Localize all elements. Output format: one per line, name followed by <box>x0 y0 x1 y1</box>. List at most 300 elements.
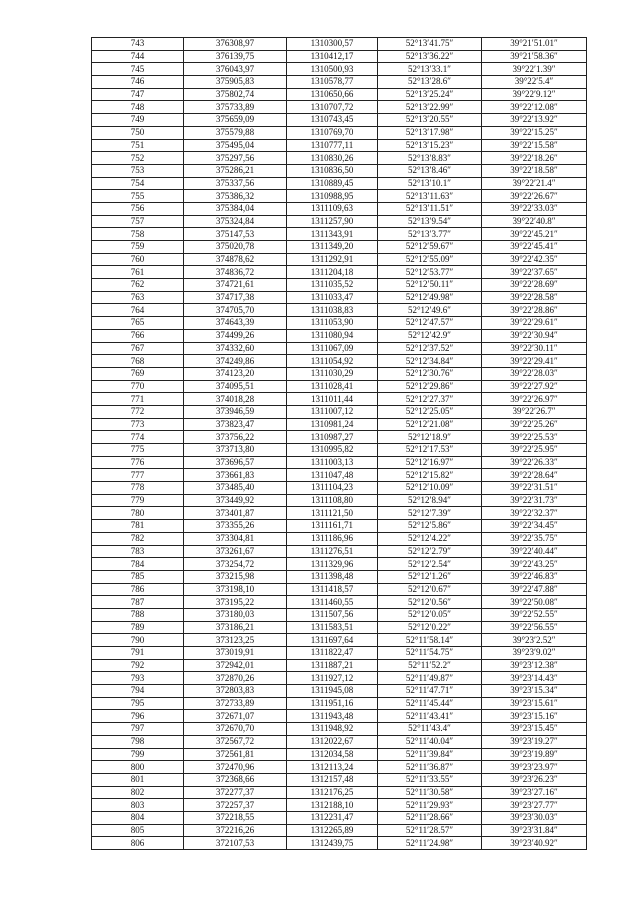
y-coordinate-cell: 1310987,27 <box>287 431 378 444</box>
y-coordinate-cell: 1311033,47 <box>287 291 378 304</box>
y-coordinate-cell: 1311028,41 <box>287 380 378 393</box>
latitude-cell: 52°12′21.08″ <box>378 418 482 431</box>
point-number-cell: 805 <box>92 824 184 837</box>
latitude-cell: 52°13′22.99″ <box>378 101 482 114</box>
coordinates-table-body <box>92 38 587 850</box>
x-coordinate-cell: 376308,97 <box>184 38 287 51</box>
latitude-cell: 52°13′20.55″ <box>378 114 482 127</box>
latitude-cell: 52°13′17.98″ <box>378 126 482 139</box>
table-row <box>92 393 587 406</box>
latitude-cell: 52°11′49.87″ <box>378 672 482 685</box>
point-number-cell: 796 <box>92 710 184 723</box>
latitude-cell: 52°12′50.11″ <box>378 279 482 292</box>
latitude-cell: 52°13′10.1″ <box>378 177 482 190</box>
x-coordinate-cell: 376043,97 <box>184 63 287 76</box>
y-coordinate-cell: 1310981,24 <box>287 418 378 431</box>
y-coordinate-cell: 1311080,94 <box>287 329 378 342</box>
x-coordinate-cell: 375733,89 <box>184 101 287 114</box>
x-coordinate-cell: 375386,32 <box>184 190 287 203</box>
longitude-cell: 39°22′26.33″ <box>482 456 587 469</box>
y-coordinate-cell: 1311927,12 <box>287 672 378 685</box>
point-number-cell: 799 <box>92 748 184 761</box>
x-coordinate-cell: 375147,53 <box>184 228 287 241</box>
point-number-cell: 782 <box>92 532 184 545</box>
table-row <box>92 634 587 647</box>
point-number-cell: 766 <box>92 329 184 342</box>
y-coordinate-cell: 1311276,51 <box>287 545 378 558</box>
point-number-cell: 756 <box>92 202 184 215</box>
table-row <box>92 405 587 418</box>
latitude-cell: 52°11′24.98″ <box>378 837 482 850</box>
point-number-cell: 787 <box>92 596 184 609</box>
point-number-cell: 752 <box>92 152 184 165</box>
y-coordinate-cell: 1310650,66 <box>287 88 378 101</box>
x-coordinate-cell: 374332,60 <box>184 342 287 355</box>
x-coordinate-cell: 375297,56 <box>184 152 287 165</box>
longitude-cell: 39°22′45.21″ <box>482 228 587 241</box>
table-row <box>92 215 587 228</box>
point-number-cell: 767 <box>92 342 184 355</box>
point-number-cell: 759 <box>92 241 184 254</box>
x-coordinate-cell: 372870,26 <box>184 672 287 685</box>
y-coordinate-cell: 1311943,48 <box>287 710 378 723</box>
y-coordinate-cell: 1311822,47 <box>287 647 378 660</box>
table-row <box>92 431 587 444</box>
latitude-cell: 52°13′15.23″ <box>378 139 482 152</box>
longitude-cell: 39°22′15.58″ <box>482 139 587 152</box>
point-number-cell: 753 <box>92 164 184 177</box>
longitude-cell: 39°22′28.58″ <box>482 291 587 304</box>
latitude-cell: 52°12′0.05″ <box>378 608 482 621</box>
latitude-cell: 52°12′55.09″ <box>378 253 482 266</box>
table-row <box>92 177 587 190</box>
x-coordinate-cell: 373180,03 <box>184 608 287 621</box>
longitude-cell: 39°23′40.92″ <box>482 837 587 850</box>
table-row <box>92 469 587 482</box>
point-number-cell: 748 <box>92 101 184 114</box>
y-coordinate-cell: 1311204,18 <box>287 266 378 279</box>
latitude-cell: 52°11′30.58″ <box>378 786 482 799</box>
x-coordinate-cell: 376139,75 <box>184 50 287 63</box>
table-row <box>92 824 587 837</box>
table-row <box>92 228 587 241</box>
latitude-cell: 52°11′54.75″ <box>378 647 482 660</box>
longitude-cell: 39°22′35.75″ <box>482 532 587 545</box>
latitude-cell: 52°13′25.24″ <box>378 88 482 101</box>
point-number-cell: 790 <box>92 634 184 647</box>
y-coordinate-cell: 1310300,57 <box>287 38 378 51</box>
latitude-cell: 52°12′18.9″ <box>378 431 482 444</box>
latitude-cell: 52°12′0.56″ <box>378 596 482 609</box>
x-coordinate-cell: 373195,22 <box>184 596 287 609</box>
latitude-cell: 52°11′45.44″ <box>378 697 482 710</box>
longitude-cell: 39°22′32.37″ <box>482 507 587 520</box>
table-row <box>92 837 587 850</box>
x-coordinate-cell: 372803,83 <box>184 685 287 698</box>
point-number-cell: 776 <box>92 456 184 469</box>
point-number-cell: 747 <box>92 88 184 101</box>
x-coordinate-cell: 372670,70 <box>184 723 287 736</box>
point-number-cell: 803 <box>92 799 184 812</box>
y-coordinate-cell: 1311186,96 <box>287 532 378 545</box>
x-coordinate-cell: 372277,37 <box>184 786 287 799</box>
table-row <box>92 494 587 507</box>
table-row <box>92 367 587 380</box>
longitude-cell: 39°21′58.36″ <box>482 50 587 63</box>
latitude-cell: 52°11′52.2″ <box>378 659 482 672</box>
y-coordinate-cell: 1311054,92 <box>287 355 378 368</box>
y-coordinate-cell: 1312176,25 <box>287 786 378 799</box>
longitude-cell: 39°22′21.4″ <box>482 177 587 190</box>
y-coordinate-cell: 1311349,20 <box>287 241 378 254</box>
longitude-cell: 39°22′46.83″ <box>482 570 587 583</box>
longitude-cell: 39°22′29.41″ <box>482 355 587 368</box>
latitude-cell: 52°11′28.66″ <box>378 811 482 824</box>
x-coordinate-cell: 373186,21 <box>184 621 287 634</box>
point-number-cell: 778 <box>92 482 184 495</box>
y-coordinate-cell: 1312113,24 <box>287 761 378 774</box>
y-coordinate-cell: 1311329,96 <box>287 558 378 571</box>
y-coordinate-cell: 1310743,45 <box>287 114 378 127</box>
x-coordinate-cell: 373254,72 <box>184 558 287 571</box>
x-coordinate-cell: 374717,38 <box>184 291 287 304</box>
point-number-cell: 775 <box>92 444 184 457</box>
x-coordinate-cell: 372368,66 <box>184 773 287 786</box>
y-coordinate-cell: 1311951,16 <box>287 697 378 710</box>
x-coordinate-cell: 374705,70 <box>184 304 287 317</box>
x-coordinate-cell: 375337,56 <box>184 177 287 190</box>
point-number-cell: 763 <box>92 291 184 304</box>
longitude-cell: 39°22′56.55″ <box>482 621 587 634</box>
table-row <box>92 304 587 317</box>
x-coordinate-cell: 372567,72 <box>184 735 287 748</box>
table-row <box>92 558 587 571</box>
y-coordinate-cell: 1310777,11 <box>287 139 378 152</box>
x-coordinate-cell: 373823,47 <box>184 418 287 431</box>
table-row <box>92 139 587 152</box>
point-number-cell: 792 <box>92 659 184 672</box>
point-number-cell: 774 <box>92 431 184 444</box>
longitude-cell: 39°22′28.03″ <box>482 367 587 380</box>
y-coordinate-cell: 1311121,50 <box>287 507 378 520</box>
point-number-cell: 772 <box>92 405 184 418</box>
y-coordinate-cell: 1310500,93 <box>287 63 378 76</box>
longitude-cell: 39°23′23.97″ <box>482 761 587 774</box>
longitude-cell: 39°22′26.67″ <box>482 190 587 203</box>
longitude-cell: 39°22′31.73″ <box>482 494 587 507</box>
table-row <box>92 50 587 63</box>
latitude-cell: 52°12′4.22″ <box>378 532 482 545</box>
table-row <box>92 773 587 786</box>
x-coordinate-cell: 373123,25 <box>184 634 287 647</box>
latitude-cell: 52°12′49.6″ <box>378 304 482 317</box>
table-row <box>92 786 587 799</box>
table-row <box>92 532 587 545</box>
x-coordinate-cell: 373661,83 <box>184 469 287 482</box>
latitude-cell: 52°12′47.57″ <box>378 317 482 330</box>
table-row <box>92 444 587 457</box>
y-coordinate-cell: 1310707,72 <box>287 101 378 114</box>
table-row <box>92 583 587 596</box>
longitude-cell: 39°22′13.92″ <box>482 114 587 127</box>
x-coordinate-cell: 375324,84 <box>184 215 287 228</box>
point-number-cell: 801 <box>92 773 184 786</box>
table-row <box>92 152 587 165</box>
latitude-cell: 52°13′33.1″ <box>378 63 482 76</box>
point-number-cell: 744 <box>92 50 184 63</box>
longitude-cell: 39°23′27.77″ <box>482 799 587 812</box>
y-coordinate-cell: 1311697,64 <box>287 634 378 647</box>
y-coordinate-cell: 1311038,83 <box>287 304 378 317</box>
table-row <box>92 735 587 748</box>
y-coordinate-cell: 1310412,17 <box>287 50 378 63</box>
latitude-cell: 52°12′8.94″ <box>378 494 482 507</box>
latitude-cell: 52°12′15.82″ <box>378 469 482 482</box>
point-number-cell: 764 <box>92 304 184 317</box>
x-coordinate-cell: 372470,96 <box>184 761 287 774</box>
latitude-cell: 52°12′59.67″ <box>378 241 482 254</box>
y-coordinate-cell: 1311067,09 <box>287 342 378 355</box>
point-number-cell: 783 <box>92 545 184 558</box>
y-coordinate-cell: 1311257,90 <box>287 215 378 228</box>
table-row <box>92 545 587 558</box>
latitude-cell: 52°13′36.22″ <box>378 50 482 63</box>
x-coordinate-cell: 375659,09 <box>184 114 287 127</box>
longitude-cell: 39°23′15.45″ <box>482 723 587 736</box>
y-coordinate-cell: 1312188,10 <box>287 799 378 812</box>
x-coordinate-cell: 372218,55 <box>184 811 287 824</box>
latitude-cell: 52°12′25.05″ <box>378 405 482 418</box>
longitude-cell: 39°22′29.61″ <box>482 317 587 330</box>
latitude-cell: 52°11′39.84″ <box>378 748 482 761</box>
y-coordinate-cell: 1311053,90 <box>287 317 378 330</box>
longitude-cell: 39°22′40.8″ <box>482 215 587 228</box>
point-number-cell: 779 <box>92 494 184 507</box>
table-row <box>92 88 587 101</box>
y-coordinate-cell: 1311583,51 <box>287 621 378 634</box>
x-coordinate-cell: 374095,51 <box>184 380 287 393</box>
table-row <box>92 672 587 685</box>
latitude-cell: 52°13′11.63″ <box>378 190 482 203</box>
table-row <box>92 342 587 355</box>
x-coordinate-cell: 375020,78 <box>184 241 287 254</box>
longitude-cell: 39°22′33.03″ <box>482 202 587 215</box>
y-coordinate-cell: 1310988,95 <box>287 190 378 203</box>
x-coordinate-cell: 373756,22 <box>184 431 287 444</box>
point-number-cell: 789 <box>92 621 184 634</box>
point-number-cell: 786 <box>92 583 184 596</box>
table-row <box>92 241 587 254</box>
table-row <box>92 697 587 710</box>
table-row <box>92 329 587 342</box>
y-coordinate-cell: 1311035,52 <box>287 279 378 292</box>
latitude-cell: 52°12′7.39″ <box>378 507 482 520</box>
point-number-cell: 777 <box>92 469 184 482</box>
y-coordinate-cell: 1312022,67 <box>287 735 378 748</box>
longitude-cell: 39°22′25.26″ <box>482 418 587 431</box>
latitude-cell: 52°13′8.46″ <box>378 164 482 177</box>
point-number-cell: 754 <box>92 177 184 190</box>
longitude-cell: 39°23′19.89″ <box>482 748 587 761</box>
y-coordinate-cell: 1311030,29 <box>287 367 378 380</box>
point-number-cell: 751 <box>92 139 184 152</box>
y-coordinate-cell: 1311343,91 <box>287 228 378 241</box>
latitude-cell: 52°13′11.51″ <box>378 202 482 215</box>
latitude-cell: 52°13′9.54″ <box>378 215 482 228</box>
x-coordinate-cell: 373946,59 <box>184 405 287 418</box>
table-row <box>92 647 587 660</box>
table-row <box>92 164 587 177</box>
coordinates-table <box>91 37 587 850</box>
y-coordinate-cell: 1311292,91 <box>287 253 378 266</box>
longitude-cell: 39°22′34.45″ <box>482 520 587 533</box>
table-row <box>92 761 587 774</box>
table-row <box>92 418 587 431</box>
point-number-cell: 749 <box>92 114 184 127</box>
x-coordinate-cell: 375802,74 <box>184 88 287 101</box>
latitude-cell: 52°11′47.71″ <box>378 685 482 698</box>
y-coordinate-cell: 1311398,48 <box>287 570 378 583</box>
table-row <box>92 799 587 812</box>
table-row <box>92 710 587 723</box>
longitude-cell: 39°22′37.65″ <box>482 266 587 279</box>
longitude-cell: 39°23′2.52″ <box>482 634 587 647</box>
longitude-cell: 39°22′45.41″ <box>482 241 587 254</box>
y-coordinate-cell: 1311011,44 <box>287 393 378 406</box>
point-number-cell: 794 <box>92 685 184 698</box>
latitude-cell: 52°12′49.98″ <box>378 291 482 304</box>
table-row <box>92 291 587 304</box>
longitude-cell: 39°22′26.7″ <box>482 405 587 418</box>
point-number-cell: 750 <box>92 126 184 139</box>
table-row <box>92 317 587 330</box>
y-coordinate-cell: 1310836,50 <box>287 164 378 177</box>
latitude-cell: 52°13′8.83″ <box>378 152 482 165</box>
longitude-cell: 39°22′18.58″ <box>482 164 587 177</box>
x-coordinate-cell: 373215,98 <box>184 570 287 583</box>
table-row <box>92 570 587 583</box>
table-row <box>92 266 587 279</box>
latitude-cell: 52°11′58.14″ <box>378 634 482 647</box>
latitude-cell: 52°12′2.54″ <box>378 558 482 571</box>
y-coordinate-cell: 1311003,13 <box>287 456 378 469</box>
table-row <box>92 114 587 127</box>
latitude-cell: 52°12′1.26″ <box>378 570 482 583</box>
table-row <box>92 520 587 533</box>
latitude-cell: 52°13′28.6″ <box>378 76 482 89</box>
y-coordinate-cell: 1310578,77 <box>287 76 378 89</box>
table-row <box>92 279 587 292</box>
latitude-cell: 52°12′0.22″ <box>378 621 482 634</box>
longitude-cell: 39°22′27.92″ <box>482 380 587 393</box>
point-number-cell: 755 <box>92 190 184 203</box>
x-coordinate-cell: 374643,39 <box>184 317 287 330</box>
x-coordinate-cell: 375286,21 <box>184 164 287 177</box>
longitude-cell: 39°23′9.02″ <box>482 647 587 660</box>
x-coordinate-cell: 373019,91 <box>184 647 287 660</box>
latitude-cell: 52°12′30.76″ <box>378 367 482 380</box>
x-coordinate-cell: 373304,81 <box>184 532 287 545</box>
table-row <box>92 76 587 89</box>
longitude-cell: 39°23′19.27″ <box>482 735 587 748</box>
x-coordinate-cell: 372216,26 <box>184 824 287 837</box>
x-coordinate-cell: 372942,01 <box>184 659 287 672</box>
longitude-cell: 39°23′15.16″ <box>482 710 587 723</box>
y-coordinate-cell: 1311507,56 <box>287 608 378 621</box>
point-number-cell: 795 <box>92 697 184 710</box>
x-coordinate-cell: 375495,04 <box>184 139 287 152</box>
table-row <box>92 659 587 672</box>
point-number-cell: 770 <box>92 380 184 393</box>
y-coordinate-cell: 1311007,12 <box>287 405 378 418</box>
longitude-cell: 39°22′31.51″ <box>482 482 587 495</box>
longitude-cell: 39°22′28.64″ <box>482 469 587 482</box>
point-number-cell: 765 <box>92 317 184 330</box>
x-coordinate-cell: 375384,04 <box>184 202 287 215</box>
longitude-cell: 39°23′15.61″ <box>482 697 587 710</box>
table-row <box>92 355 587 368</box>
longitude-cell: 39°22′15.25″ <box>482 126 587 139</box>
point-number-cell: 745 <box>92 63 184 76</box>
longitude-cell: 39°22′47.88″ <box>482 583 587 596</box>
table-row <box>92 596 587 609</box>
latitude-cell: 52°11′40.04″ <box>378 735 482 748</box>
longitude-cell: 39°22′50.08″ <box>482 596 587 609</box>
point-number-cell: 743 <box>92 38 184 51</box>
point-number-cell: 781 <box>92 520 184 533</box>
latitude-cell: 52°11′29.93″ <box>378 799 482 812</box>
x-coordinate-cell: 374878,62 <box>184 253 287 266</box>
table-row <box>92 621 587 634</box>
x-coordinate-cell: 372733,89 <box>184 697 287 710</box>
table-row <box>92 38 587 51</box>
y-coordinate-cell: 1311047,48 <box>287 469 378 482</box>
latitude-cell: 52°11′36.87″ <box>378 761 482 774</box>
latitude-cell: 52°13′3.77″ <box>378 228 482 241</box>
longitude-cell: 39°22′25.95″ <box>482 444 587 457</box>
y-coordinate-cell: 1311161,71 <box>287 520 378 533</box>
x-coordinate-cell: 375579,88 <box>184 126 287 139</box>
table-row <box>92 253 587 266</box>
table-row <box>92 456 587 469</box>
point-number-cell: 800 <box>92 761 184 774</box>
point-number-cell: 758 <box>92 228 184 241</box>
point-number-cell: 797 <box>92 723 184 736</box>
x-coordinate-cell: 374123,20 <box>184 367 287 380</box>
latitude-cell: 52°11′28.57″ <box>378 824 482 837</box>
x-coordinate-cell: 373355,26 <box>184 520 287 533</box>
x-coordinate-cell: 372671,07 <box>184 710 287 723</box>
longitude-cell: 39°22′5.4″ <box>482 76 587 89</box>
y-coordinate-cell: 1312034,58 <box>287 748 378 761</box>
longitude-cell: 39°22′12.08″ <box>482 101 587 114</box>
y-coordinate-cell: 1311104,23 <box>287 482 378 495</box>
x-coordinate-cell: 372561,81 <box>184 748 287 761</box>
y-coordinate-cell: 1312231,47 <box>287 811 378 824</box>
latitude-cell: 52°11′43.41″ <box>378 710 482 723</box>
y-coordinate-cell: 1310889,45 <box>287 177 378 190</box>
latitude-cell: 52°12′42.9″ <box>378 329 482 342</box>
table-row <box>92 380 587 393</box>
y-coordinate-cell: 1310830,26 <box>287 152 378 165</box>
table-row <box>92 748 587 761</box>
y-coordinate-cell: 1310995,82 <box>287 444 378 457</box>
table-row <box>92 202 587 215</box>
longitude-cell: 39°22′28.86″ <box>482 304 587 317</box>
x-coordinate-cell: 374499,26 <box>184 329 287 342</box>
latitude-cell: 52°12′10.09″ <box>378 482 482 495</box>
point-number-cell: 762 <box>92 279 184 292</box>
